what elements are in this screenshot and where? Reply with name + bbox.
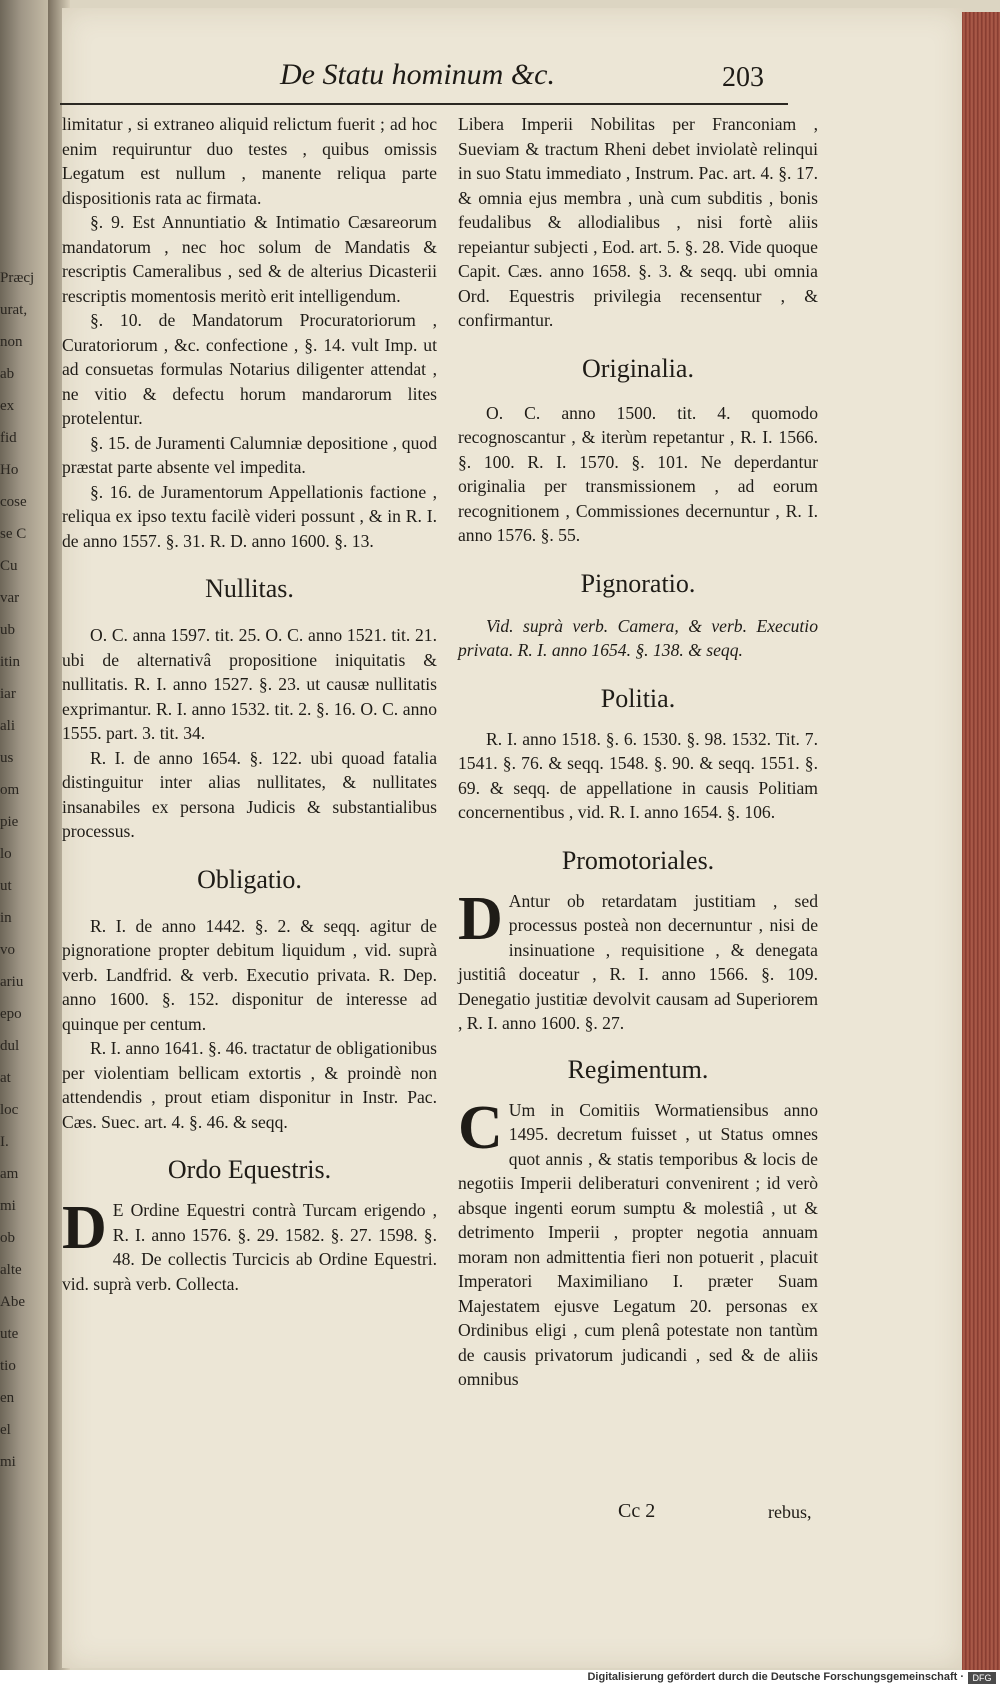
section-heading: Originalia.: [582, 353, 694, 383]
left-page-fragment: ut: [0, 878, 12, 894]
left-page-fragment: se C: [0, 526, 27, 542]
paragraph: O. C. anno 1500. tit. 4. quomodo recognoscantur , & iterùm repetantur , R. I. 1566. §. 100. R. I. 1570. §. 101. Ne deperdantur originalia per transmissionem , ad eorum recognitionem , Commissiones decernuntur , R. I. anno 1576. §. 55.: [458, 402, 818, 545]
paragraph-text: E Ordine Equestri contrà Turcam erigendo , R. I. anno 1576. §. 29. 1582. §. 27. 1598. §. 48. De collectis Turcicis ab Ordine Equestri. vid. suprà verb. Collecta.: [62, 1200, 437, 1294]
left-page-fragment: I.: [0, 1134, 9, 1150]
paragraph-text: Antur ob retardatam justitiam , sed processus posteà non decernuntur , nisi de insinuatione , requisitione , & denegata justitiâ doceatur , R. I. anno 1566. §. 109. Denegatio justitiæ devolvit causam ad Superiorem , R. I. anno 1600. §. 27.: [458, 890, 818, 1033]
left-page-fragment: in: [0, 910, 12, 926]
right-column: [458, 112, 818, 1392]
left-page-fragment: epo: [0, 1006, 22, 1022]
paragraph: §. 15. de Juramenti Calumniæ depositione , quod præstat parte absente vel impedita.: [62, 432, 437, 477]
left-page-fragment: alte: [0, 1262, 22, 1278]
page-number: 203: [722, 62, 764, 93]
paragraph: [458, 884, 818, 1036]
left-page-fragment: Abe: [0, 1294, 25, 1310]
left-page-fragment: ab: [0, 366, 15, 382]
left-page-fragment: itin: [0, 654, 21, 670]
left-page-fragment: loc: [0, 1102, 19, 1118]
drop-capital: C: [458, 1093, 503, 1162]
paragraph: Libera Imperii Nobilitas per Franconiam , Sueviam & tractum Rheni debet inviolatè relinqui in suo Statu immediato , Instrum. Pac. art. 4. §. 17. & omnia ejus membra , unà cum subditis , bonis feudalibus & allodialibus , nisi fortè aliis repeiantur subjecti , Eod. art. 5. §. 28. Vide quoque Capit. Cæs. anno 1658. §. 3. & seqq. ubi omnia Ord. Equestris privilegia recensentur , & confirmantur.: [458, 114, 818, 330]
left-page-fragment: iar: [0, 686, 16, 702]
left-page-fragment: Præcj: [0, 270, 35, 286]
left-page-fragment: ob: [0, 1230, 15, 1246]
left-page-fragment: ex: [0, 398, 15, 414]
footer-bar: [0, 1670, 1000, 1687]
paragraph: [62, 1194, 437, 1296]
left-page-fragment: us: [0, 750, 14, 766]
drop-capital: D: [62, 1194, 107, 1262]
left-page-edge: [0, 0, 52, 1687]
catchword: rebus,: [768, 1502, 812, 1522]
book-edge-right: [962, 12, 1000, 1672]
drop-capital: D: [458, 884, 503, 953]
dfg-logo: DFG: [968, 1672, 996, 1684]
section-heading: Obligatio.: [197, 864, 302, 894]
left-page-fragment: ute: [0, 1326, 19, 1342]
left-page-fragment: mi: [0, 1454, 16, 1470]
paragraph: §. 10. de Mandatorum Procuratoriorum , Curatoriorum , &c. confectione , §. 14. vult Imp. ut ad consuetas formulas Notarius diligenter attendat , ne vitio & defectu horum mandarorum lites protelentur.: [62, 310, 437, 428]
left-page-fragment: ub: [0, 622, 15, 638]
left-page-fragment: Cu: [0, 558, 18, 574]
left-page-fragment: vo: [0, 942, 15, 958]
paragraph: Vid. suprà verb. Camera, & verb. Executio privata. R. I. anno 1654. §. 138. & seqq.: [458, 615, 818, 660]
paragraph: §. 16. de Juramentorum Appellationis factione , reliqua ex ipso textu facilè videri possunt , & in R. I. de anno 1557. §. 31. R. D. anno 1600. §. 13.: [62, 481, 437, 551]
left-page-fragment: ariu: [0, 974, 24, 990]
left-column: [62, 112, 437, 1296]
section-heading: Regimentum.: [567, 1054, 709, 1084]
section-heading: Politia.: [600, 683, 676, 713]
left-page-fragment: ali: [0, 718, 15, 734]
left-page-fragment: pie: [0, 814, 19, 830]
left-page-fragment: cose: [0, 494, 27, 510]
left-page-fragment: at: [0, 1070, 11, 1086]
header-rule: [60, 103, 788, 105]
paragraph: §. 9. Est Annuntiatio & Intimatio Cæsareorum mandatorum , nec hoc solum de Mandatis & rescriptis Cameralibus , sed & de alterius Dicasterii rescriptis momentosis meritò erit intelligendum.: [62, 212, 437, 306]
paragraph: O. C. anna 1597. tit. 25. O. C. anno 1521. tit. 21. ubi de alternativâ propositione iniquitatis & nullitatis. R. I. anno 1527. §. 23. ut causæ nullitatis exprimantur. R. I. anno 1532. tit. 2. §. 16. O. C. anno 1555. part. 3. tit. 34.: [62, 625, 437, 743]
signature-mark: Cc 2: [618, 1500, 656, 1522]
left-page-fragment: urat,: [0, 302, 28, 318]
left-page-fragment: fid: [0, 430, 17, 446]
paragraph: limitatur , si extraneo aliquid relictum fuerit ; ad hoc enim requiruntur duo testes , quibus omissis Legatum est nullum , manente reliqua parte dispositionis rata ac firmata.: [62, 114, 437, 208]
left-page-fragment: am: [0, 1166, 19, 1182]
paragraph: R. I. de anno 1654. §. 122. ubi quoad fatalia distinguitur inter alias nullitates, & nullitates insanabiles ex persona Judicis & substantialibus processus.: [62, 747, 437, 841]
paragraph: R. I. de anno 1442. §. 2. & seqq. agitur de pignoratione propter debitum liquidum , vid. suprà verb. Landfrid. & verb. Executio privata. R. Dep. anno 1600. §. 152. disponitur de interesse ad quinque per centum.: [62, 915, 437, 1034]
section-heading: Ordo Equestris.: [167, 1155, 332, 1184]
section-heading: Nullitas.: [205, 574, 294, 603]
left-page-fragment: om: [0, 782, 20, 798]
left-page-fragment: lo: [0, 846, 12, 862]
section-heading: Promotoriales.: [561, 845, 715, 875]
left-page-fragment: Ho: [0, 462, 19, 478]
left-page-fragment: tio: [0, 1358, 16, 1374]
left-page-fragment: mi: [0, 1198, 16, 1214]
paragraph: R. I. anno 1518. §. 6. 1530. §. 98. 1532. Tit. 7. 1541. §. 76. & seqq. 1548. §. 90. & seqq. 1551. §. 69. & seqq. de appellatione in causis Politiam concernentibus , vid. R. I. anno 1654. §. 106.: [458, 728, 818, 822]
running-header: De Statu hominum &c.: [280, 58, 555, 91]
footer-credit: Digitalisierung gefördert durch die Deutsche Forschungsgemeinschaft ·: [587, 1671, 964, 1683]
paragraph: R. I. anno 1641. §. 46. tractatur de obligationibus per violentiam bellicam extortis , & proindè non attendendis , prout etiam disponitur in Instr. Pac. Cæs. Suec. art. 4. §. 46. & seqq.: [62, 1038, 437, 1132]
paragraph-text: Um in Comitiis Wormatiensibus anno 1495. decretum fuisset , ut Status omnes quot annis , & statis temporibus & locis de negotiis Imperii deliberaturi convenirent ; id verò absque ingenti eorum sumptu & molestiâ , ut & detrimento Imperii , propter negotia annuam moram non admittentia fieri non potuerit , placuit Imperatori Maximiliano I. præter Suam Majestatem ejusve Legatum 20. personas ex Ordinibus eligi , cum plenâ potestate non tantùm de causis privatorum judicandi , sed & de aliis omnibus: [458, 1099, 818, 1389]
left-page-fragment: var: [0, 590, 20, 606]
section-heading: Pignoratio.: [580, 568, 696, 598]
left-page-fragment: non: [0, 334, 23, 350]
left-page-fragment: el: [0, 1422, 11, 1438]
paragraph: [458, 1093, 818, 1392]
left-page-fragment: dul: [0, 1038, 20, 1054]
left-page-fragment: en: [0, 1390, 15, 1406]
